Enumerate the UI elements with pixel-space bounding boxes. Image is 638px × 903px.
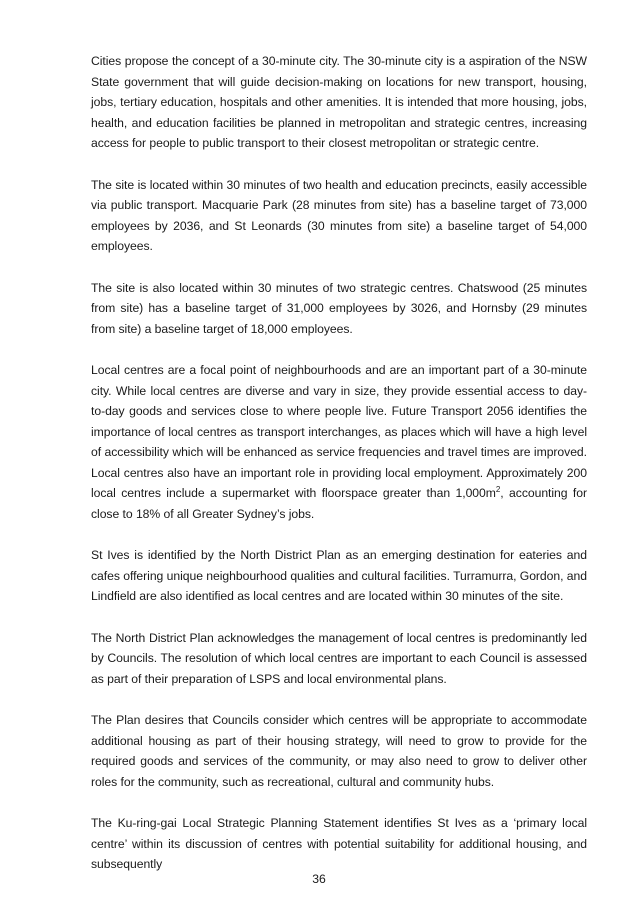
paragraph-councils-housing: The Plan desires that Councils consider which centres will be appropriate to accommodate additional housing as part of their housing strategy, will need to grow to provide for the required goods and services of the community, or may also need to grow to deliver other roles for the community, such as recreational, cultural and community hubs. <box>91 713 587 789</box>
paragraph-strategic-centres: The site is also located within 30 minutes of two strategic centres. Chatswood (25 minutes from site) has a baseline target of 31,000 employees by 3026, and Hornsby (29 minutes from site) a baseline target of 18,000 employees. <box>91 280 587 336</box>
body-text <box>91 51 587 895</box>
superscript: 2 <box>495 485 501 495</box>
paragraph-local-centres <box>91 360 587 525</box>
paragraph-local-centres-text-end: , accounting for close to 18% of all Greater Sydney’s jobs. <box>91 486 588 522</box>
paragraph-30-minute-city: Cities propose the concept of a 30-minute city. The 30-minute city is a aspiration of the NSW State government that will guide decision-making on locations for new transport, housing, jobs, tertiary education, hospitals and other amenities. It is intended that more housing, jobs, health, and education facilities be planned in metropolitan and strategic centres, increasing access for people to public transport to their closest metropolitan or strategic centre. <box>91 54 587 151</box>
paragraph-health-education-precincts: The site is located within 30 minutes of two health and education precincts, easily accessible via public transport. Macquarie Park (28 minutes from site) has a baseline target of 73,000 employees by 2036, and St Leonards (30 minutes from site) a baseline target of 54,000 employees. <box>91 177 587 254</box>
paragraph-ku-ring-gai-lsps: The Ku-ring-gai Local Strategic Planning Statement identifies St Ives as a ‘primary local centre’ within its discussion of centres with potential suitability for additional housing, and subsequently <box>91 815 587 872</box>
paragraph-north-district-plan: The North District Plan acknowledges the management of local centres is predominantly led by Councils. The resolution of which local centres are important to each Council is assessed as part of their preparation of LSPS and local environmental plans. <box>91 630 587 686</box>
page-number: 36 <box>312 872 326 886</box>
paragraph-local-centres-text: Local centres are a focal point of neighbourhoods and are an important part of a 30-minute city. While local centres are diverse and vary in size, they provide essential access to day- to-day goods and services close to where people live. Future Transport 2056 identifies the importance of local centres as transport interchanges, as places which will have a high level of accessibility which will be enhanced as service frequencies and travel times are improved. Local centres also have an important role in providing local employment. Approximately 200 local centres include a supermarket with floorspace greater than 1,000m <box>91 362 587 501</box>
paragraph-st-ives: St Ives is identified by the North District Plan as an emerging destination for eateries and cafes offering unique neighbourhood qualities and cultural facilities. Turramurra, Gordon, and Lindfield are also identified as local centres and are located within 30 minutes of the site. <box>91 548 587 604</box>
